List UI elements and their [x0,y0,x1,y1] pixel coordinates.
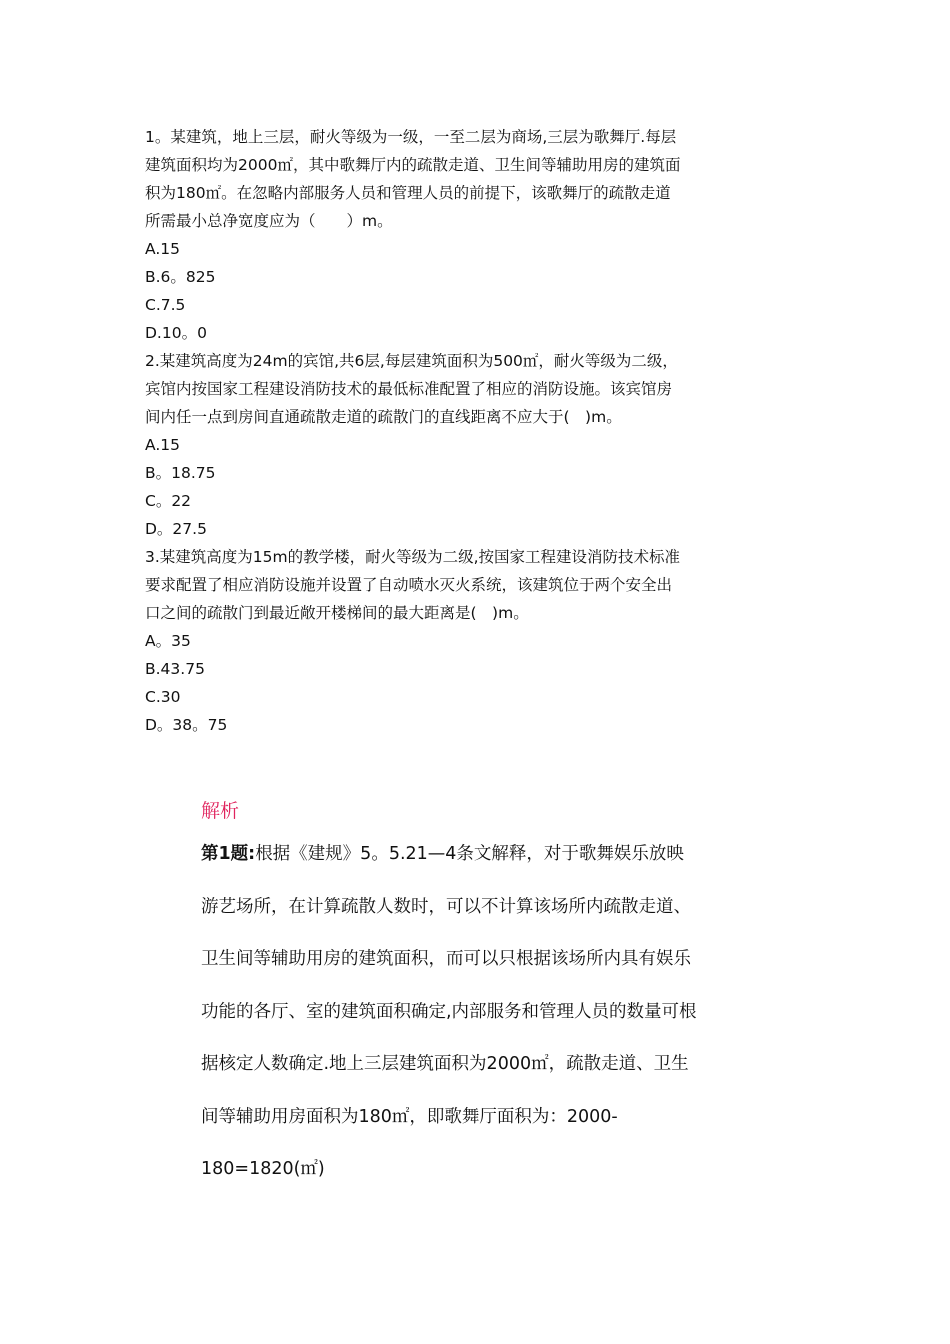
question-1 [145,123,815,347]
question-text-line: 间内任一点到房间直通疏散走道的疏散门的直线距离不应大于( )m。 [145,408,622,426]
analysis-line: 卫生间等辅助用房的建筑面积，而可以只根据该场所内具有娱乐 [201,949,691,969]
question-text-line: 所需最小总净宽度应为（ ）m。 [145,212,393,230]
analysis-line: 据核定人数确定.地上三层建筑面积为2000㎡，疏散走道、卫生 [201,1054,689,1074]
analysis-title: 解析 [201,800,240,822]
question-text-line: 建筑面积均为2000㎡，其中歌舞厅内的疏散走道、卫生间等辅助用房的建筑面 [145,156,681,174]
option-b: B.6。825 [145,268,216,286]
questions-section [145,123,815,739]
analysis-line: 游艺场所，在计算疏散人数时，可以不计算该场所内疏散走道、 [201,896,691,917]
analysis-line: 功能的各厅、室的建筑面积确定,内部服务和管理人员的数量可根 [201,1001,697,1022]
option-d: D.10。0 [145,324,207,342]
option-b: B.43.75 [145,660,205,678]
question-text-line: 宾馆内按国家工程建设消防技术的最低标准配置了相应的消防设施。该宾馆房 [145,380,673,398]
question-3 [145,543,815,739]
analysis-line-text: 根据《建规》5。5.21—4条文解释，对于歌舞娱乐放映 [255,844,684,864]
question-text-line: 1。某建筑，地上三层，耐火等级为一级，一至二层为商场,三层为歌舞厅.每层 [145,128,677,146]
question-2 [145,347,815,543]
question-text-line: 要求配置了相应消防设施并设置了自动喷水灭火系统，该建筑位于两个安全出 [145,576,673,594]
question-text-line: 口之间的疏散门到最近敞开楼梯间的最大距离是( )m。 [145,604,529,622]
option-a: A.15 [145,240,180,258]
question-text-line: 积为180㎡。在忽略内部服务人员和管理人员的前提下，该歌舞厅的疏散走道 [145,184,671,202]
option-d: D。38。75 [145,716,228,734]
analysis-section [201,793,821,1207]
question-text-line: 3.某建筑高度为15m的教学楼，耐火等级为二级,按国家工程建设消防技术标准 [145,548,681,566]
option-a: A.15 [145,436,180,454]
analysis-line [201,839,821,869]
option-c: C.30 [145,688,181,706]
option-b: B。18.75 [145,464,216,482]
option-d: D。27.5 [145,520,207,538]
option-c: C。22 [145,492,192,510]
analysis-first-label: 第1题: [201,844,256,864]
analysis-line: 180=1820(㎡) [201,1159,325,1179]
question-text-line: 2.某建筑高度为24m的宾馆,共6层,每层建筑面积为500㎡，耐火等级为二级， [145,352,678,370]
option-c: C.7.5 [145,296,186,314]
analysis-line: 间等辅助用房面积为180㎡，即歌舞厅面积为：2000- [201,1106,618,1127]
option-a: A。35 [145,632,191,650]
